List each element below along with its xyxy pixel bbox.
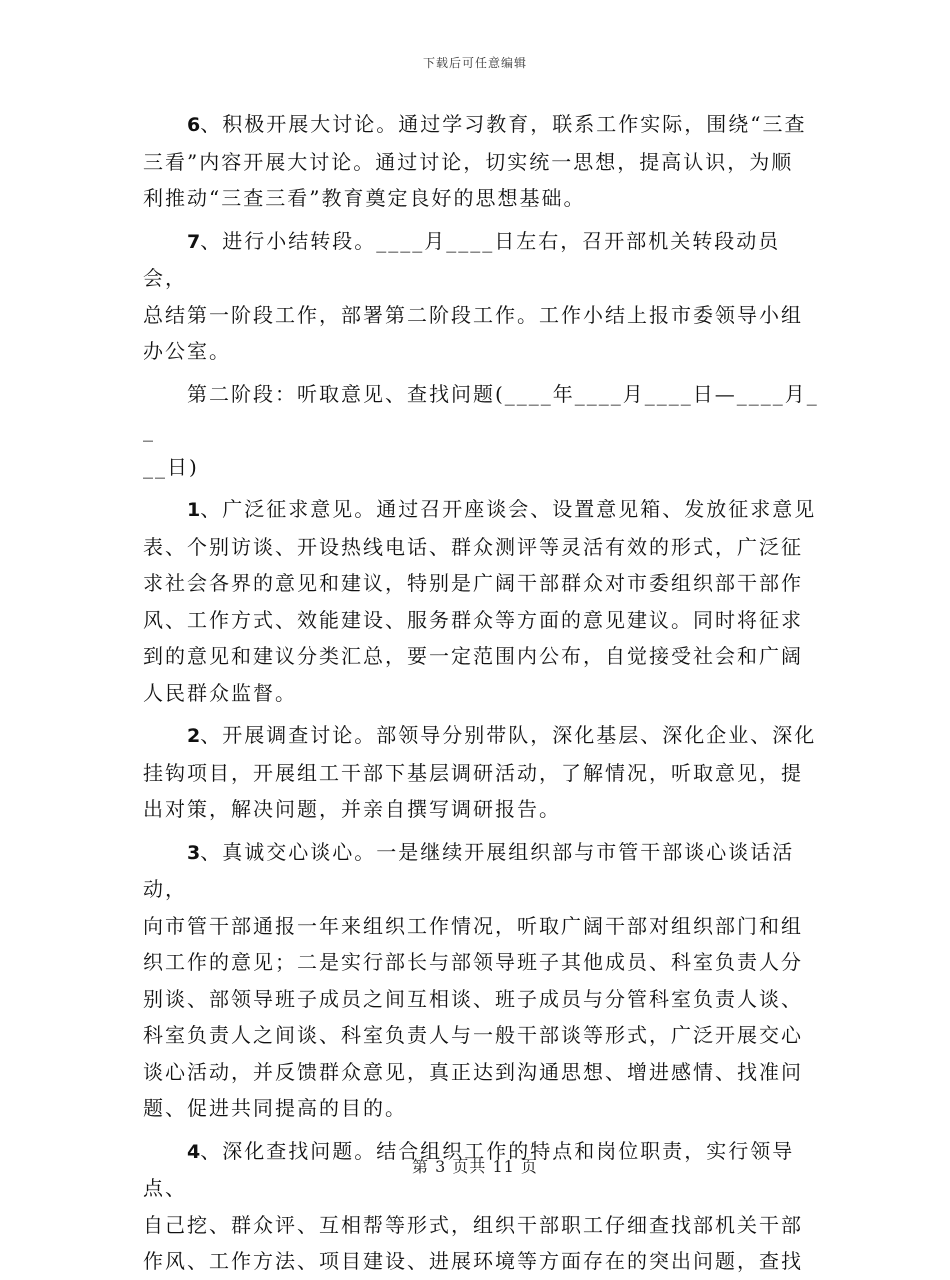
paragraph — [143, 834, 823, 1127]
line-text: 、广泛征求意见。通过召开座谈会、设置意见箱、发放征求意见 — [200, 497, 817, 521]
item-number: 3 — [187, 841, 201, 864]
line-text: 挂钩项目，开展组工干部下基层调研活动，了解情况，听取意见，提 — [143, 760, 803, 785]
paragraph-line — [143, 638, 823, 675]
paragraph-line — [143, 297, 823, 334]
line-text: 向市管干部通报一年来组织工作情况，听取广阔干部对组织部门和组 — [143, 913, 803, 938]
line-text: 自己挖、群众评、互相帮等形式，组织干部职工仔细查找部机关干部 — [143, 1212, 803, 1237]
paragraph-line — [143, 565, 823, 602]
line-text: 织工作的意见；二是实行部长与部领导班子其他成员、科室负责人分 — [143, 950, 803, 974]
page-header: 下载后可任意编辑 — [422, 56, 527, 70]
line-text: 、深化查找问题。结合组织工作的特点和岗位职责，实行领导点、 — [143, 1138, 795, 1200]
line-text: 作风、工作方法、项目建设、进展环境等方面存在的突出问题，查找 — [143, 1249, 803, 1273]
line-text: __日) — [143, 454, 199, 479]
paragraph-line — [143, 223, 823, 297]
paragraph-line — [143, 144, 823, 181]
line-text: 题、促进共同提高的目的。 — [143, 1096, 407, 1120]
page-footer: 第 3 页共 11 页 — [412, 1157, 538, 1176]
paragraph-line — [143, 1090, 823, 1127]
paragraph — [143, 491, 823, 711]
line-text: 、进行小结转段。____月____日左右，召开部机关转段动员会， — [143, 228, 781, 290]
paragraph — [143, 223, 823, 370]
line-text: 总结第一阶段工作，部署第二阶段工作。工作小结上报市委领导小组 — [143, 302, 803, 327]
paragraph-line — [143, 602, 823, 639]
paragraph-line — [143, 333, 823, 370]
line-text: 人民群众监督。 — [143, 680, 297, 705]
line-text: 三看”内容开展大讨论。通过讨论，切实统一思想，提高认识，为顺 — [143, 149, 794, 174]
item-number: 1 — [187, 499, 201, 521]
paragraph — [143, 376, 823, 486]
line-text: 谈心活动，并反馈群众意见，真正达到沟通思想、增进感情、找准问 — [143, 1059, 803, 1084]
paragraph-line — [143, 675, 823, 712]
paragraph-line — [143, 529, 823, 566]
paragraph-line — [143, 1207, 823, 1244]
paragraph-line — [143, 944, 823, 981]
item-number: 4 — [187, 1140, 201, 1163]
item-number: 2 — [187, 725, 201, 747]
line-text: 别谈、部领导班子成员之间互相谈、班子成员与分管科室负责人谈、 — [143, 986, 803, 1011]
paragraph-line — [143, 981, 823, 1018]
line-text: 科室负责人之间谈、科室负责人与一般干部谈等形式，广泛开展交心 — [143, 1023, 803, 1047]
paragraph-line — [143, 908, 823, 945]
line-text: 风、工作方式、效能建设、服务群众等方面的意见建议。同时将征求 — [143, 607, 803, 632]
paragraph — [143, 717, 823, 828]
line-text: 、真诚交心谈心。一是继续开展组织部与市管干部谈心谈话活动， — [143, 839, 795, 901]
paragraph-line — [143, 376, 823, 449]
document-body — [143, 106, 823, 1280]
line-text: 到的意见和建议分类汇总，要一定范围内公布，自觉接受社会和广阔 — [143, 644, 803, 668]
paragraph-line — [143, 717, 823, 755]
paragraph-line — [143, 1017, 823, 1054]
item-number: 7 — [187, 230, 201, 253]
paragraph-line — [143, 449, 823, 486]
line-text: 出对策，解决问题，并亲自撰写调研报告。 — [143, 797, 561, 821]
paragraph-line — [143, 491, 823, 529]
paragraph-line — [143, 755, 823, 792]
line-text: 表、个别访谈、开设热线电话、群众测评等灵活有效的形式，广泛征 — [143, 534, 803, 559]
paragraph-line — [143, 791, 823, 828]
paragraph-line — [143, 1243, 823, 1280]
paragraph-line — [143, 180, 823, 217]
item-number: 6 — [187, 114, 201, 136]
paragraph-line — [143, 834, 823, 908]
paragraph — [143, 106, 823, 217]
line-text: 利推动“三查三看”教育奠定良好的思想基础。 — [143, 186, 586, 210]
line-text: 、积极开展大讨论。通过学习教育，联系工作实际，围绕“三查 — [200, 112, 807, 136]
line-text: 办公室。 — [143, 339, 231, 363]
paragraph-line — [143, 106, 823, 144]
line-text: 求社会各界的意见和建议，特别是广阔干部群众对市委组织部干部作 — [143, 571, 803, 595]
line-text: 第二阶段：听取意见、查找问题(____年____月____日—____月__ — [143, 381, 819, 442]
paragraph-line — [143, 1054, 823, 1091]
line-text: 、开展调查讨论。部领导分别带队，深化基层、深化企业、深化 — [200, 723, 817, 747]
